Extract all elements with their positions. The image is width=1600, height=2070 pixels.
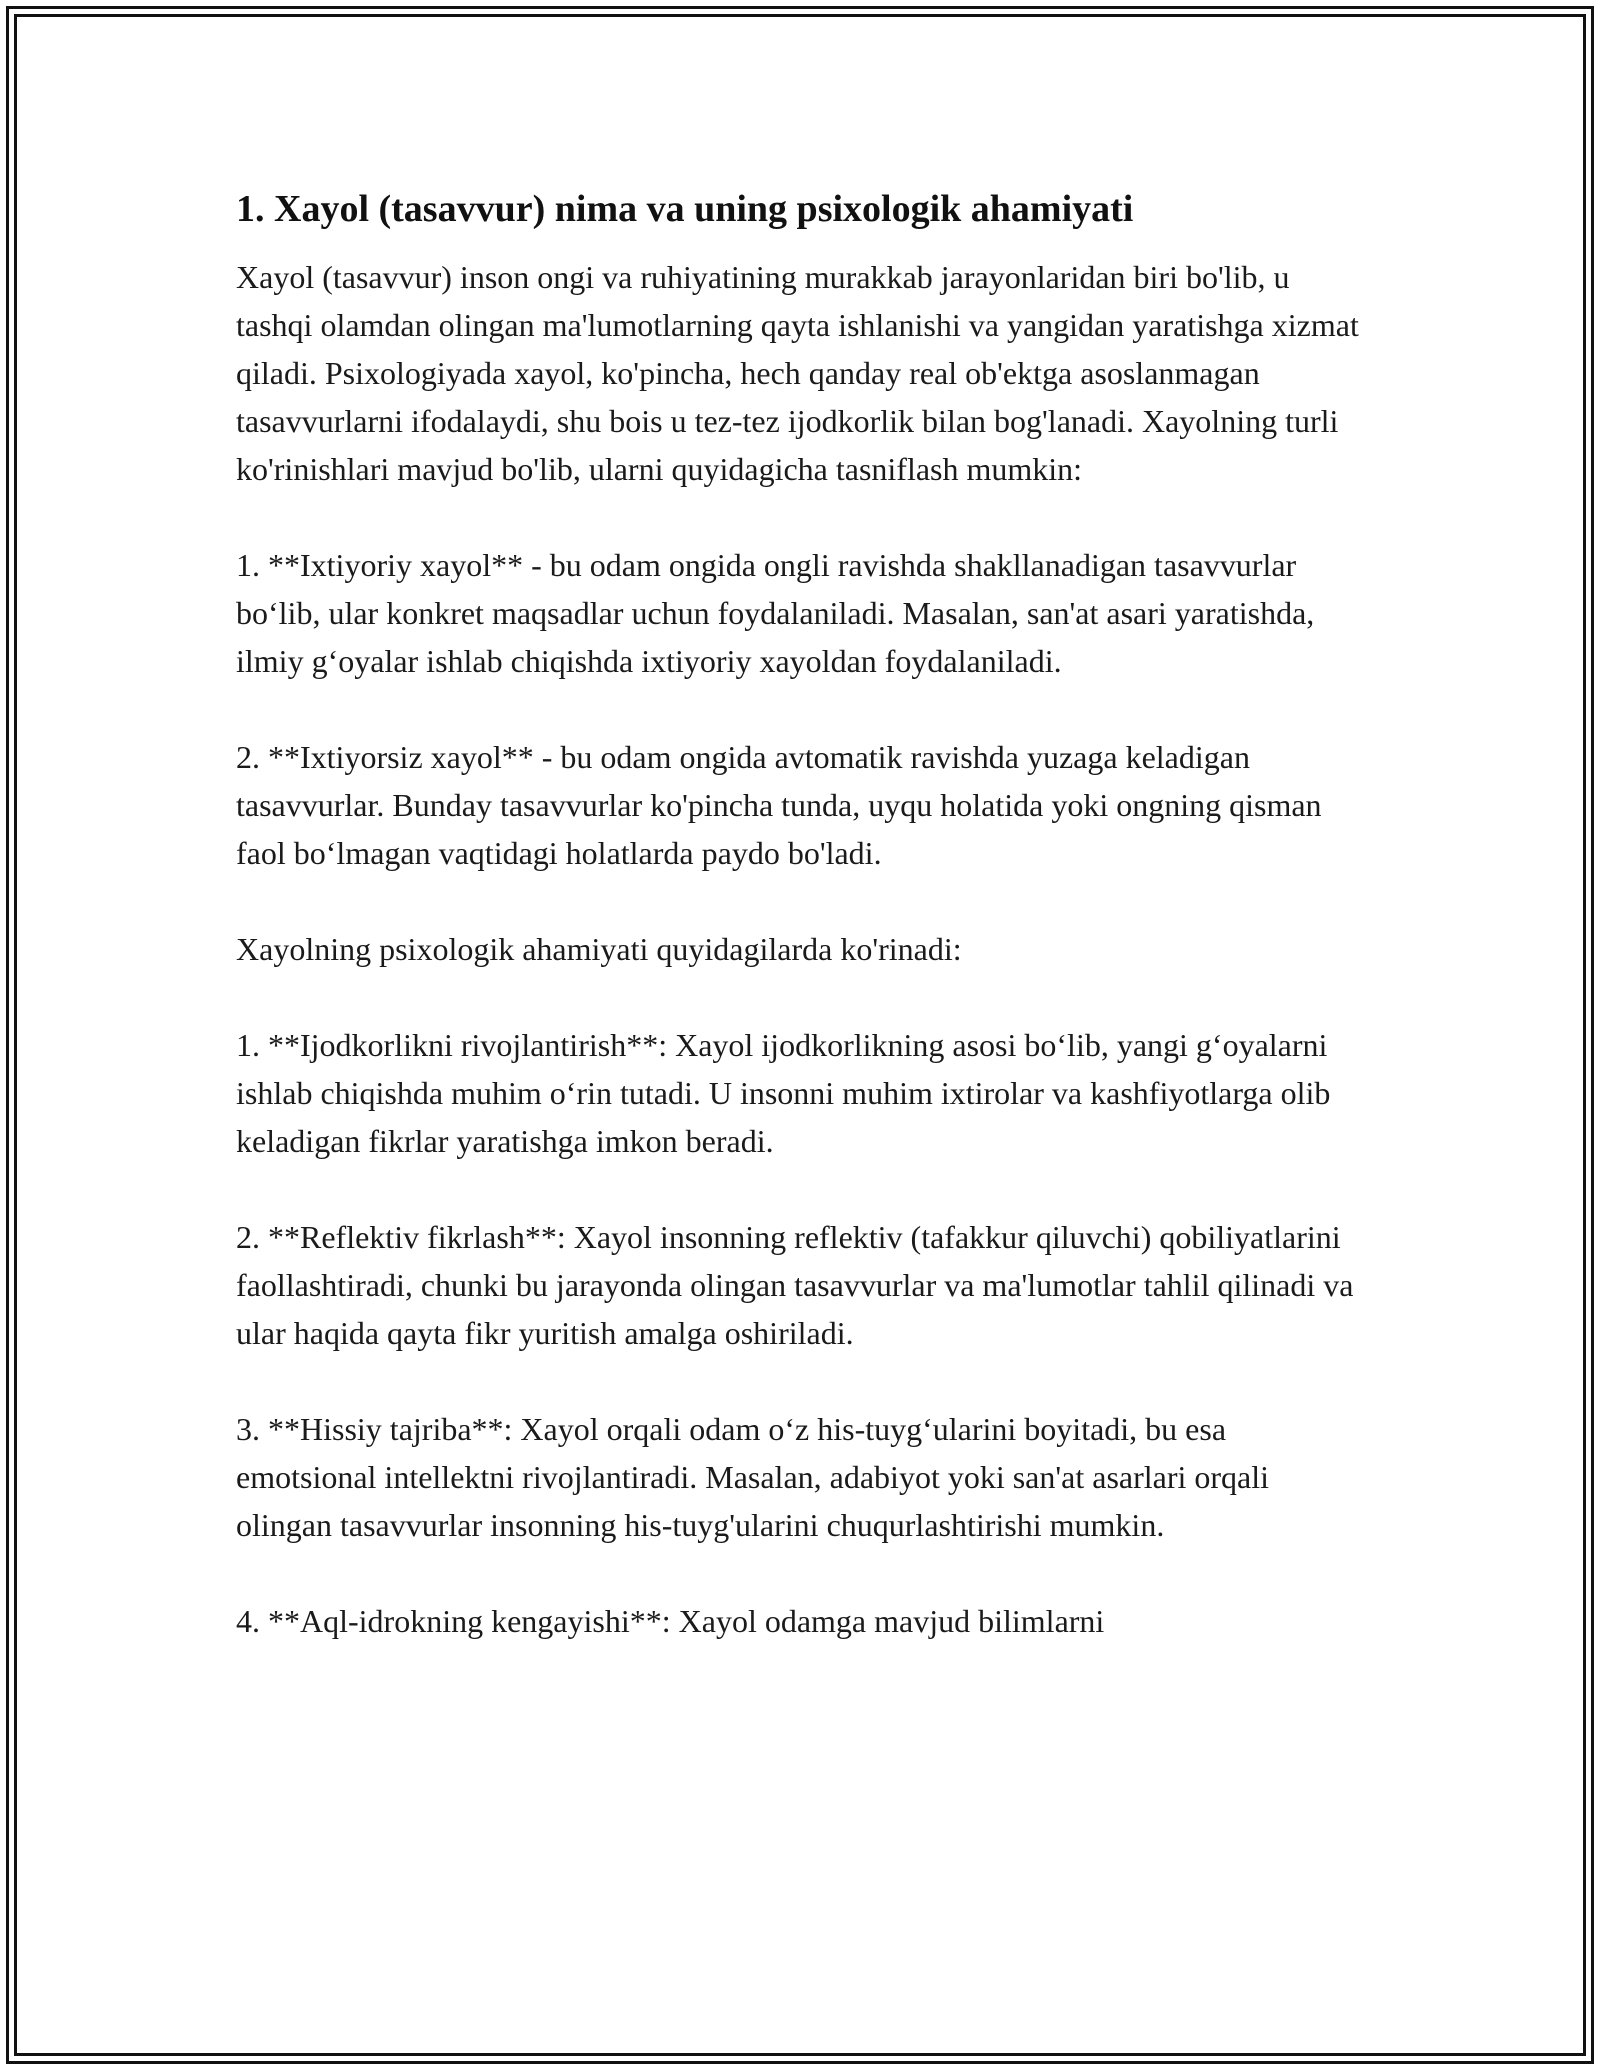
paragraph-involuntary-imagination: 2. **Ixtiyorsiz xayol** - bu odam ongida avtomatik ravishda yuzaga keladigan tasavvurlar. Bunday tasavvurlar ko'pincha tunda, uyqu holatida yoki ongning qisman faol bo‘lmagan vaqtidagi holatlarda paydo bo'ladi. [236, 739, 1322, 871]
paragraph-creativity: 1. **Ijodkorlikni rivojlantirish**: Xayol ijodkorlikning asosi bo‘lib, yangi g‘oyalarni ishlab chiqishda muhim o‘rin tutadi. U insonni muhim ixtirolar va kashfiyotlarga olib keladigan fikrlar yaratishga imkon beradi. [236, 1027, 1331, 1159]
paragraph-reflective-thinking: 2. **Reflektiv fikrlash**: Xayol insonning reflektiv (tafakkur qiluvchi) qobiliyatlarini faollashtiradi, chunki bu jarayonda olingan tasavvurlar va ma'lumotlar tahlil qilinadi va ular haqida qayta fikr yuritish amalga oshiriladi. [236, 1219, 1354, 1351]
paragraph-significance-intro: Xayolning psixologik ahamiyati quyidagilarda ko'rinadi: [236, 931, 962, 967]
paragraph-intro: Xayol (tasavvur) inson ongi va ruhiyatining murakkab jarayonlaridan biri bo'lib, u tashqi olamdan olingan ma'lumotlarning qayta ishlanishi va yangidan yaratishga xizmat qiladi. Psixologiyada xayol, ko'pincha, hech qanday real ob'ektga asoslanmagan tasavvurlarni ifodalaydi, shu bois u tez-tez ijodkorlik bilan bog'lanadi. Xayolning turli ko'rinishlari mavjud bo'lib, ularni quyidagicha tasniflash mumkin: [236, 259, 1359, 487]
paragraph-emotional-experience: 3. **Hissiy tajriba**: Xayol orqali odam o‘z his-tuyg‘ularini boyitadi, bu esa emotsional intellektni rivojlantiradi. Masalan, adabiyot yoki san'at asarlari orqali olingan tasavvurlar insonning his-tuyg'ularini chuqurlashtirishi mumkin. [236, 1411, 1270, 1543]
paragraph-intellect-expansion: 4. **Aql-idrokning kengayishi**: Xayol odamga mavjud bilimlarni [236, 1603, 1105, 1639]
document-body [236, 185, 1366, 1693]
paragraph-voluntary-imagination: 1. **Ixtiyoriy xayol** - bu odam ongida ongli ravishda shakllanadigan tasavvurlar bo‘lib, ular konkret maqsadlar uchun foydalaniladi. Masalan, san'at asari yaratishda, ilmiy g‘oyalar ishlab chiqishda ixtiyoriy xayoldan foydalaniladi. [236, 547, 1315, 679]
section-heading: 1. Xayol (tasavvur) nima va uning psixologik ahamiyati [236, 188, 1134, 230]
